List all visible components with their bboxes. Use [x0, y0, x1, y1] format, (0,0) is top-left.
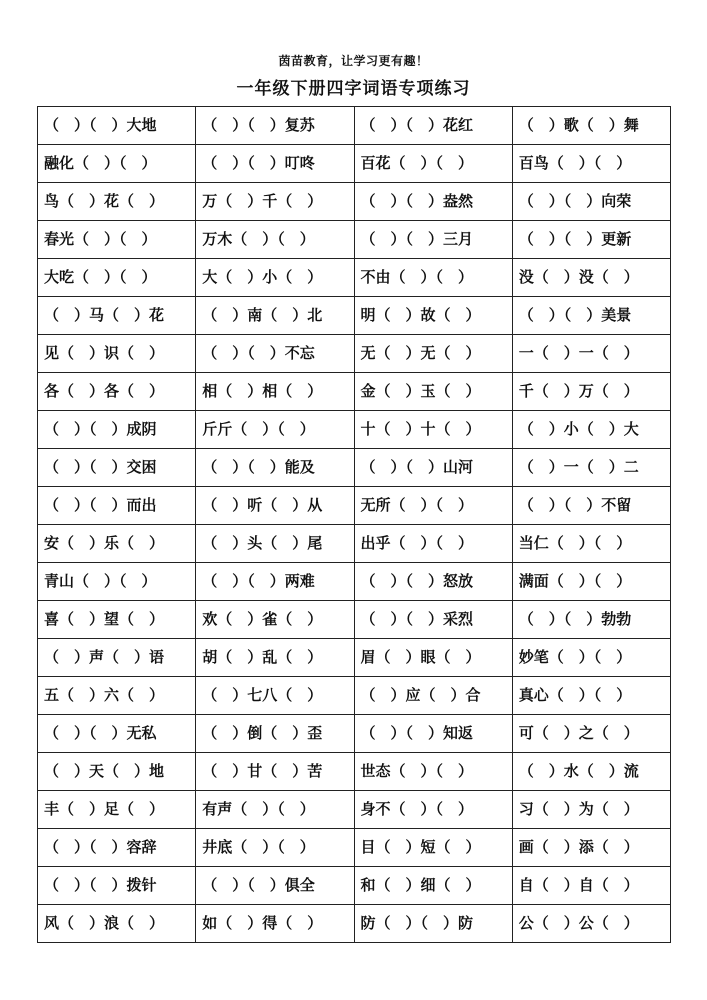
idiom-cell: [196, 221, 354, 259]
idiom-cell: [196, 297, 354, 335]
idiom-text: （ ）（ ）山河: [360, 458, 474, 476]
idiom-text: 百花（ ）（ ）: [360, 154, 474, 172]
idiom-cell: [38, 107, 196, 145]
idiom-cell: [38, 639, 196, 677]
idiom-cell: [196, 335, 354, 373]
idiom-cell: [512, 449, 670, 487]
idiom-cell: [38, 905, 196, 943]
idiom-cell: [38, 373, 196, 411]
idiom-text: （ ）（ ）容辞: [44, 838, 157, 856]
idiom-text: 眉（ ）眼（ ）: [360, 648, 481, 666]
idiom-cell: [512, 107, 670, 145]
idiom-text: （ ）甘（ ）苦: [202, 762, 323, 780]
idiom-text: 出乎（ ）（ ）: [360, 534, 474, 552]
idiom-text: 相（ ）相（ ）: [202, 382, 323, 400]
idiom-cell: [196, 677, 354, 715]
idiom-cell: [38, 449, 196, 487]
idiom-text: 丰（ ）足（ ）: [44, 800, 165, 818]
table-row: [38, 601, 671, 639]
idiom-text: （ ）声（ ）语: [44, 648, 165, 666]
idiom-text: （ ）（ ）能及: [202, 458, 315, 476]
table-row: [38, 259, 671, 297]
idiom-text: （ ）（ ）采烈: [360, 610, 474, 628]
idiom-cell: [512, 905, 670, 943]
idiom-cell: [38, 259, 196, 297]
table-row: [38, 487, 671, 525]
idiom-text: 没（ ）没（ ）: [518, 268, 639, 286]
idiom-cell: [354, 867, 512, 905]
table-row: [38, 791, 671, 829]
idiom-text: 不由（ ）（ ）: [360, 268, 474, 286]
idiom-text: （ ）（ ）向荣: [518, 192, 632, 210]
idiom-cell: [512, 715, 670, 753]
idiom-text: 井底（ ）（ ）: [202, 838, 315, 856]
idiom-table-body: [38, 107, 671, 943]
idiom-text: （ ）（ ）勃勃: [518, 610, 632, 628]
idiom-text: （ ）（ ）两难: [202, 572, 315, 590]
idiom-text: （ ）倒（ ）歪: [202, 724, 323, 742]
idiom-text: （ ）（ ）不留: [518, 496, 632, 514]
idiom-cell: [354, 601, 512, 639]
idiom-text: （ ）应（ ）合: [360, 686, 481, 704]
idiom-cell: [354, 259, 512, 297]
idiom-cell: [196, 183, 354, 221]
table-row: [38, 183, 671, 221]
idiom-text: （ ）小（ ）大: [518, 420, 639, 438]
idiom-cell: [196, 487, 354, 525]
idiom-text: （ ）一（ ）二: [518, 458, 639, 476]
idiom-cell: [512, 677, 670, 715]
idiom-cell: [38, 601, 196, 639]
idiom-text: 一（ ）一（ ）: [518, 344, 639, 362]
idiom-text: （ ）（ ）不忘: [202, 344, 315, 362]
idiom-cell: [196, 525, 354, 563]
idiom-cell: [512, 563, 670, 601]
idiom-cell: [354, 563, 512, 601]
idiom-text: （ ）（ ）无私: [44, 724, 157, 742]
idiom-cell: [38, 867, 196, 905]
idiom-cell: [354, 487, 512, 525]
idiom-text: （ ）七八（ ）: [202, 686, 323, 704]
idiom-text: 当仁（ ）（ ）: [518, 534, 632, 552]
idiom-cell: [196, 639, 354, 677]
idiom-cell: [512, 601, 670, 639]
idiom-cell: [196, 753, 354, 791]
idiom-cell: [354, 639, 512, 677]
idiom-text: （ ）听（ ）从: [202, 496, 323, 514]
idiom-text: 可（ ）之（ ）: [518, 724, 639, 742]
idiom-text: （ ）头（ ）尾: [202, 534, 323, 552]
table-row: [38, 411, 671, 449]
table-row: [38, 525, 671, 563]
idiom-cell: [512, 411, 670, 449]
idiom-cell: [38, 829, 196, 867]
idiom-text: 妙笔（ ）（ ）: [518, 648, 632, 666]
idiom-cell: [196, 373, 354, 411]
idiom-cell: [196, 259, 354, 297]
idiom-text: （ ）水（ ）流: [518, 762, 639, 780]
idiom-cell: [354, 221, 512, 259]
table-row: [38, 677, 671, 715]
idiom-cell: [354, 335, 512, 373]
idiom-cell: [38, 677, 196, 715]
idiom-text: 如（ ）得（ ）: [202, 914, 323, 932]
table-row: [38, 221, 671, 259]
idiom-exercise-table: [37, 106, 671, 943]
idiom-text: 明（ ）故（ ）: [360, 306, 481, 324]
idiom-cell: [38, 715, 196, 753]
idiom-text: （ ）（ ）复苏: [202, 116, 315, 134]
idiom-text: 万木（ ）（ ）: [202, 230, 315, 248]
idiom-cell: [354, 107, 512, 145]
idiom-text: （ ）（ ）三月: [360, 230, 474, 248]
idiom-text: 大吃（ ）（ ）: [44, 268, 157, 286]
idiom-cell: [38, 487, 196, 525]
table-row: [38, 107, 671, 145]
table-row: [38, 867, 671, 905]
idiom-cell: [512, 335, 670, 373]
idiom-cell: [38, 335, 196, 373]
idiom-text: （ ）天（ ）地: [44, 762, 165, 780]
idiom-cell: [512, 639, 670, 677]
idiom-cell: [354, 449, 512, 487]
idiom-text: 胡（ ）乱（ ）: [202, 648, 323, 666]
idiom-text: （ ）（ ）美景: [518, 306, 632, 324]
idiom-text: （ ）（ ）拨针: [44, 876, 157, 894]
idiom-cell: [354, 145, 512, 183]
idiom-text: 欢（ ）雀（ ）: [202, 610, 323, 628]
table-row: [38, 905, 671, 943]
table-row: [38, 639, 671, 677]
idiom-text: （ ）（ ）花红: [360, 116, 474, 134]
idiom-cell: [354, 373, 512, 411]
idiom-text: （ ）（ ）而出: [44, 496, 157, 514]
idiom-text: 习（ ）为（ ）: [518, 800, 639, 818]
idiom-cell: [196, 829, 354, 867]
idiom-text: （ ）马（ ）花: [44, 306, 165, 324]
idiom-cell: [354, 829, 512, 867]
idiom-cell: [512, 829, 670, 867]
idiom-cell: [38, 221, 196, 259]
idiom-text: （ ）（ ）大地: [44, 116, 157, 134]
idiom-text: 和（ ）细（ ）: [360, 876, 481, 894]
idiom-text: 喜（ ）望（ ）: [44, 610, 165, 628]
idiom-cell: [38, 791, 196, 829]
idiom-text: 金（ ）玉（ ）: [360, 382, 481, 400]
table-row: [38, 297, 671, 335]
idiom-cell: [354, 905, 512, 943]
idiom-text: （ ）（ ）叮咚: [202, 154, 315, 172]
table-row: [38, 753, 671, 791]
idiom-cell: [196, 867, 354, 905]
idiom-cell: [196, 601, 354, 639]
idiom-text: （ ）南（ ）北: [202, 306, 323, 324]
idiom-text: （ ）（ ）俱全: [202, 876, 315, 894]
idiom-text: 真心（ ）（ ）: [518, 686, 632, 704]
idiom-cell: [354, 791, 512, 829]
table-row: [38, 145, 671, 183]
idiom-text: 满面（ ）（ ）: [518, 572, 632, 590]
idiom-cell: [512, 791, 670, 829]
idiom-cell: [196, 145, 354, 183]
idiom-cell: [512, 145, 670, 183]
idiom-cell: [512, 487, 670, 525]
idiom-cell: [196, 715, 354, 753]
idiom-text: （ ）（ ）盎然: [360, 192, 474, 210]
idiom-text: 各（ ）各（ ）: [44, 382, 165, 400]
idiom-text: （ ）歌（ ）舞: [518, 116, 639, 134]
idiom-cell: [354, 525, 512, 563]
idiom-text: 百鸟（ ）（ ）: [518, 154, 632, 172]
idiom-cell: [512, 373, 670, 411]
idiom-text: 青山（ ）（ ）: [44, 572, 157, 590]
idiom-cell: [512, 259, 670, 297]
idiom-cell: [512, 867, 670, 905]
idiom-cell: [512, 297, 670, 335]
idiom-text: 安（ ）乐（ ）: [44, 534, 165, 552]
idiom-cell: [196, 411, 354, 449]
idiom-cell: [196, 107, 354, 145]
table-row: [38, 373, 671, 411]
page-title: 一年级下册四字词语专项练习: [236, 79, 471, 99]
idiom-text: 画（ ）添（ ）: [518, 838, 639, 856]
idiom-cell: [196, 791, 354, 829]
idiom-text: 斤斤（ ）（ ）: [202, 420, 315, 438]
idiom-cell: [354, 297, 512, 335]
idiom-text: （ ）（ ）更新: [518, 230, 632, 248]
idiom-cell: [196, 563, 354, 601]
idiom-text: 风（ ）浪（ ）: [44, 914, 165, 932]
idiom-text: （ ）（ ）怒放: [360, 572, 474, 590]
idiom-text: 有声（ ）（ ）: [202, 800, 315, 818]
idiom-cell: [38, 525, 196, 563]
idiom-text: 万（ ）千（ ）: [202, 192, 323, 210]
idiom-text: 鸟（ ）花（ ）: [44, 192, 165, 210]
idiom-text: 无（ ）无（ ）: [360, 344, 481, 362]
idiom-text: 防（ ）（ ）防: [360, 914, 474, 932]
idiom-cell: [38, 297, 196, 335]
idiom-text: 目（ ）短（ ）: [360, 838, 481, 856]
idiom-text: 五（ ）六（ ）: [44, 686, 165, 704]
idiom-cell: [38, 563, 196, 601]
idiom-text: （ ）（ ）成阴: [44, 420, 157, 438]
idiom-cell: [38, 411, 196, 449]
idiom-text: 融化（ ）（ ）: [44, 154, 157, 172]
idiom-cell: [38, 145, 196, 183]
idiom-text: 大（ ）小（ ）: [202, 268, 323, 286]
idiom-cell: [196, 449, 354, 487]
idiom-cell: [38, 183, 196, 221]
idiom-text: 见（ ）识（ ）: [44, 344, 165, 362]
table-row: [38, 335, 671, 373]
table-row: [38, 715, 671, 753]
idiom-text: 千（ ）万（ ）: [518, 382, 639, 400]
idiom-cell: [196, 905, 354, 943]
header-slogan: 茵苗教育，让学习更有趣！: [278, 54, 429, 68]
idiom-cell: [354, 753, 512, 791]
idiom-cell: [354, 677, 512, 715]
idiom-text: （ ）（ ）知返: [360, 724, 474, 742]
idiom-text: 自（ ）自（ ）: [518, 876, 639, 894]
table-row: [38, 563, 671, 601]
idiom-cell: [354, 183, 512, 221]
idiom-cell: [354, 715, 512, 753]
table-row: [38, 829, 671, 867]
idiom-text: 公（ ）公（ ）: [518, 914, 639, 932]
idiom-cell: [512, 753, 670, 791]
idiom-cell: [38, 753, 196, 791]
idiom-cell: [354, 411, 512, 449]
idiom-text: 春光（ ）（ ）: [44, 230, 157, 248]
idiom-cell: [512, 183, 670, 221]
idiom-text: 身不（ ）（ ）: [360, 800, 474, 818]
idiom-text: 十（ ）十（ ）: [360, 420, 481, 438]
idiom-text: 无所（ ）（ ）: [360, 496, 474, 514]
idiom-text: （ ）（ ）交困: [44, 458, 157, 476]
idiom-cell: [512, 525, 670, 563]
idiom-text: 世态（ ）（ ）: [360, 762, 474, 780]
table-row: [38, 449, 671, 487]
idiom-cell: [512, 221, 670, 259]
